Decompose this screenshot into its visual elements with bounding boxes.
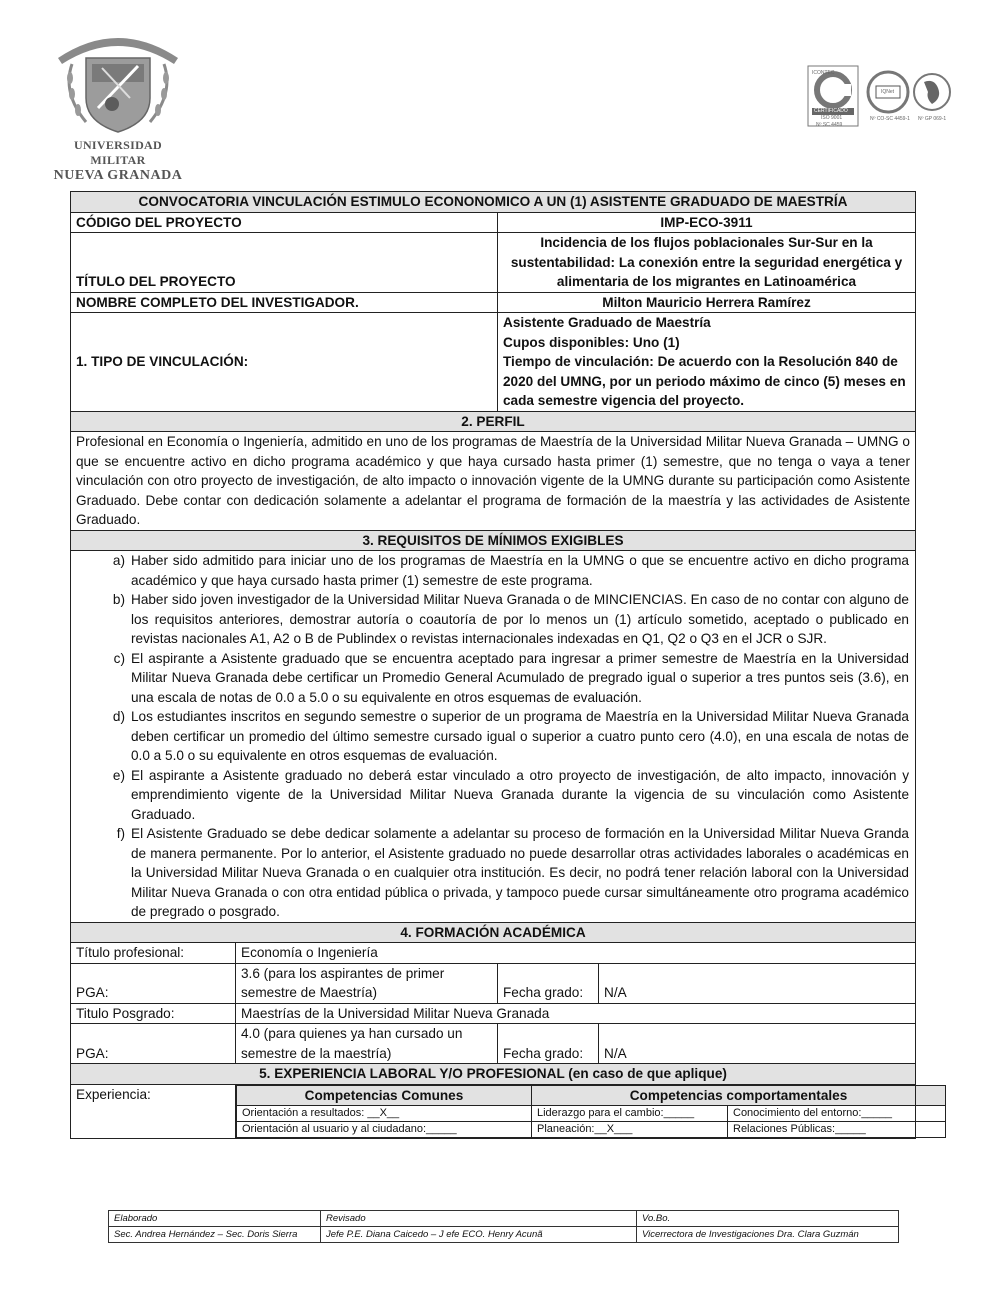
- pga2-row: [71, 1024, 916, 1064]
- elaborado-value: Sec. Andrea Hernández – Sec. Doris Sierra: [109, 1227, 321, 1243]
- document-title: CONVOCATORIA VINCULACIÓN ESTIMULO ECONONOMICO A UN (1) ASISTENTE GRADUADO DE MAESTRÍA: [71, 192, 916, 213]
- tipo-line: Tiempo de vinculación: De acuerdo con la Resolución 840 de 2020 del UMNG, por un periodo máximo de cinco (5) meses en cada semestre vigencia del proyecto.: [503, 354, 906, 408]
- tipo-row: [71, 313, 916, 412]
- cert-label-gp: Nº GP 069-1: [918, 116, 947, 122]
- fecha-grado-value: N/A: [599, 963, 916, 1003]
- competencia-cell: Liderazgo para el cambio:_____: [532, 1105, 728, 1121]
- list-item: d) Los estudiantes inscritos en segundo semestre o superior de un programa de Maestría en la Universidad Militar Nueva Granada deben certificar un promedio del último semestre cursado igual o superior a cuatro punto cero (4.0), en una escala de notas de 0.0 a 5.0 o su equivalente en otros esquemas de evaluación.: [112, 709, 909, 763]
- vobo-value: Vicerrectora de Investigaciones Dra. Clara Guzmán: [637, 1227, 899, 1243]
- list-item: c) El aspirante a Asistente graduado que se encuentra aceptado para ingresar a primer semestre de Maestría en la Universidad Militar Nueva Granada debe certificar un Promedio General Acumulado de pregrado igual o superior a tres puntos seis (3.6), en una escala de notas de 0.0 a 5.0 o su equivalente en otros esquemas de evaluación.: [113, 650, 909, 705]
- perfil-text: Profesional en Economía o Ingeniería, admitido en uno de los programas de Maestría de la Universidad Militar Nueva Granada – UMNG o que se encuentre activo en dicho programa académico y que haya cursado hasta primer (1) semestre, que no tenga o vaya a tener vinculación con otro proyecto de investigación, de alto impacto o innovación vigente de la UMNG durante su participación como Asistente Graduado. Debe contar con dedicación solamente a adelantar el programa de formación de la maestría y las actividades de Asistente Graduado.: [71, 432, 916, 531]
- competencia-cell: Planeación:__X___: [532, 1121, 728, 1137]
- competencia-cell: Conocimiento del entorno:_____: [728, 1105, 946, 1121]
- cert-label-sc: Nº SC 4459: [816, 122, 843, 128]
- pga2-value: 4.0 (para quienes ya han cursado un semestre de la maestría): [236, 1024, 498, 1064]
- certification-logos: [806, 64, 956, 134]
- university-logo: [52, 18, 184, 183]
- pga1-value: 3.6 (para los aspirantes de primer semestre de Maestría): [236, 963, 498, 1003]
- table-row: [237, 1105, 946, 1121]
- logo-wordmark: [52, 138, 184, 183]
- competencias-comunes-header: Competencias Comunes: [237, 1085, 532, 1105]
- investigador-value: Milton Mauricio Herrera Ramírez: [498, 292, 916, 313]
- logo-name-line2: NUEVA GRANADA: [53, 168, 183, 183]
- titulo-value: Incidencia de los flujos poblacionales Sur-Sur en la sustentabilidad: La conexión entre la seguridad energética y alimentaria de los migrantes en Latinoamérica: [498, 233, 916, 293]
- competencias-cell: [236, 1084, 916, 1138]
- experiencia-row: [71, 1084, 916, 1138]
- cert-label-icontec: ICONTEC: [812, 70, 835, 76]
- approval-footer-table: [108, 1210, 899, 1243]
- vobo-label: Vo.Bo.: [637, 1211, 899, 1227]
- pga1-row: [71, 963, 916, 1003]
- revisado-label: Revisado: [321, 1211, 637, 1227]
- perfil-row: [71, 432, 916, 531]
- codigo-row: [71, 212, 916, 233]
- cert-label-certificado: CERTIFICADO: [814, 108, 848, 114]
- posgrado-value: Maestrías de la Universidad Militar Nueva Granada: [236, 1003, 916, 1024]
- formacion-header: 4. FORMACIÓN ACADÉMICA: [71, 922, 916, 943]
- tipo-label: 1. TIPO DE VINCULACIÓN:: [71, 313, 498, 412]
- titulo-profesional-row: [71, 943, 916, 964]
- tipo-value: [498, 313, 916, 412]
- pga-label: PGA:: [71, 1024, 236, 1064]
- pga-label: PGA:: [71, 963, 236, 1003]
- title-row: [71, 192, 916, 213]
- competencia-cell: Orientación al usuario y al ciudadano:_____: [237, 1121, 532, 1137]
- list-item: e) El aspirante a Asistente graduado no deberá estar vinculado a otro proyecto de investigación, de alto impacto, innovación y emprendimiento vigente de la Universidad Militar Nueva Granada durante la vigencia de su vinculación como Asistente Graduado.: [112, 767, 909, 822]
- revisado-value: Jefe P.E. Diana Caicedo – J efe ECO. Henry Acunã: [321, 1227, 637, 1243]
- titulo-profesional-value: Economía o Ingeniería: [236, 943, 916, 964]
- experiencia-label: Experiencia:: [71, 1084, 236, 1138]
- codigo-value: IMP-ECO-3911: [498, 212, 916, 233]
- requisitos-header-row: [71, 530, 916, 551]
- elaborado-label: Elaborado: [109, 1211, 321, 1227]
- competencia-cell: Orientación a resultados: __X__: [237, 1105, 532, 1121]
- list-item: b) Haber sido joven investigador de la Universidad Militar Nueva Granada o de MINCIENCIAS. En caso de no contar con alguno de los requisitos anteriores, demostrar autoría o coautoría de por lo menos un (1) artículo sometido, aceptado o publicado en revistas nacionales A1, A2 o B de Publindex o revistas internacionales indexadas en Q1, Q2 o Q3 en el JCR o SJR.: [112, 592, 909, 646]
- footer-header-row: [109, 1211, 899, 1227]
- investigador-label: NOMBRE COMPLETO DEL INVESTIGADOR.: [71, 292, 498, 313]
- logo-motto: SCIENTIÆ PATRIÆ FAMILIÆ: [65, 19, 167, 43]
- codigo-label: CÓDIGO DEL PROYECTO: [71, 212, 498, 233]
- titulo-profesional-label: Título profesional:: [71, 943, 236, 964]
- tipo-line: Asistente Graduado de Maestría: [503, 315, 711, 330]
- titulo-row: [71, 233, 916, 293]
- tipo-line: Cupos disponibles: Uno (1): [503, 334, 680, 350]
- footer-values-row: [109, 1227, 899, 1243]
- posgrado-row: [71, 1003, 916, 1024]
- perfil-header-row: [71, 411, 916, 432]
- list-item: f) El Asistente Graduado se debe dedicar solamente a adelantar su proceso de formación en la Universidad Militar Nueva Granda de manera permanente. Por lo anterior, el Asistente graduado no puede desarrollar otras actividades laborales o académicas en la Universidad Militar Nueva Granada o en cualquier otra institución. Es decir, no podrá tener relación laboral con la Universidad Militar Nueva Granada o con otra entidad pública o privada, y tampoco puede cursar simultáneamente otro programa académico de pregrado o posgrado.: [116, 826, 909, 919]
- list-item: a) Haber sido admitido para iniciar uno de los programas de Maestría en la UMNG o que se encuentre activo en dicho programa académico y que haya cursado hasta primer (1) semestre de este programa.: [112, 553, 909, 588]
- fecha-grado-label: Fecha grado:: [498, 1024, 599, 1064]
- formacion-header-row: [71, 922, 916, 943]
- experiencia-header: 5. EXPERIENCIA LABORAL Y/O PROFESIONAL (en caso de que aplique): [71, 1064, 916, 1085]
- requisitos-row: [71, 551, 916, 923]
- competencia-cell: Relaciones Públicas:_____: [728, 1121, 946, 1137]
- investigador-row: [71, 292, 916, 313]
- university-crest-icon: [52, 18, 184, 138]
- table-row: [237, 1121, 946, 1137]
- requisitos-header: 3. REQUISITOS DE MÍNIMOS EXIGIBLES: [71, 530, 916, 551]
- competencias-comportamentales-header: Competencias comportamentales: [532, 1085, 946, 1105]
- cert-label-iso: ISO 9001: [821, 115, 843, 121]
- cert-label-cosc: Nº CO-SC 4459-1: [870, 116, 910, 122]
- competencias-table: [236, 1085, 946, 1138]
- posgrado-label: Titulo Posgrado:: [71, 1003, 236, 1024]
- fecha-grado-label: Fecha grado:: [498, 963, 599, 1003]
- cert-label-iqnet: IQNet: [881, 89, 895, 95]
- titulo-label: TÍTULO DEL PROYECTO: [71, 233, 498, 293]
- competencias-header-row: [237, 1085, 946, 1105]
- requisitos-list: [71, 551, 916, 923]
- experiencia-header-row: [71, 1064, 916, 1085]
- perfil-header: 2. PERFIL: [71, 411, 916, 432]
- fecha-grado-value: N/A: [599, 1024, 916, 1064]
- logo-name-line1: UNIVERSIDAD MILITAR: [74, 138, 162, 167]
- convocatoria-table: [70, 191, 916, 1139]
